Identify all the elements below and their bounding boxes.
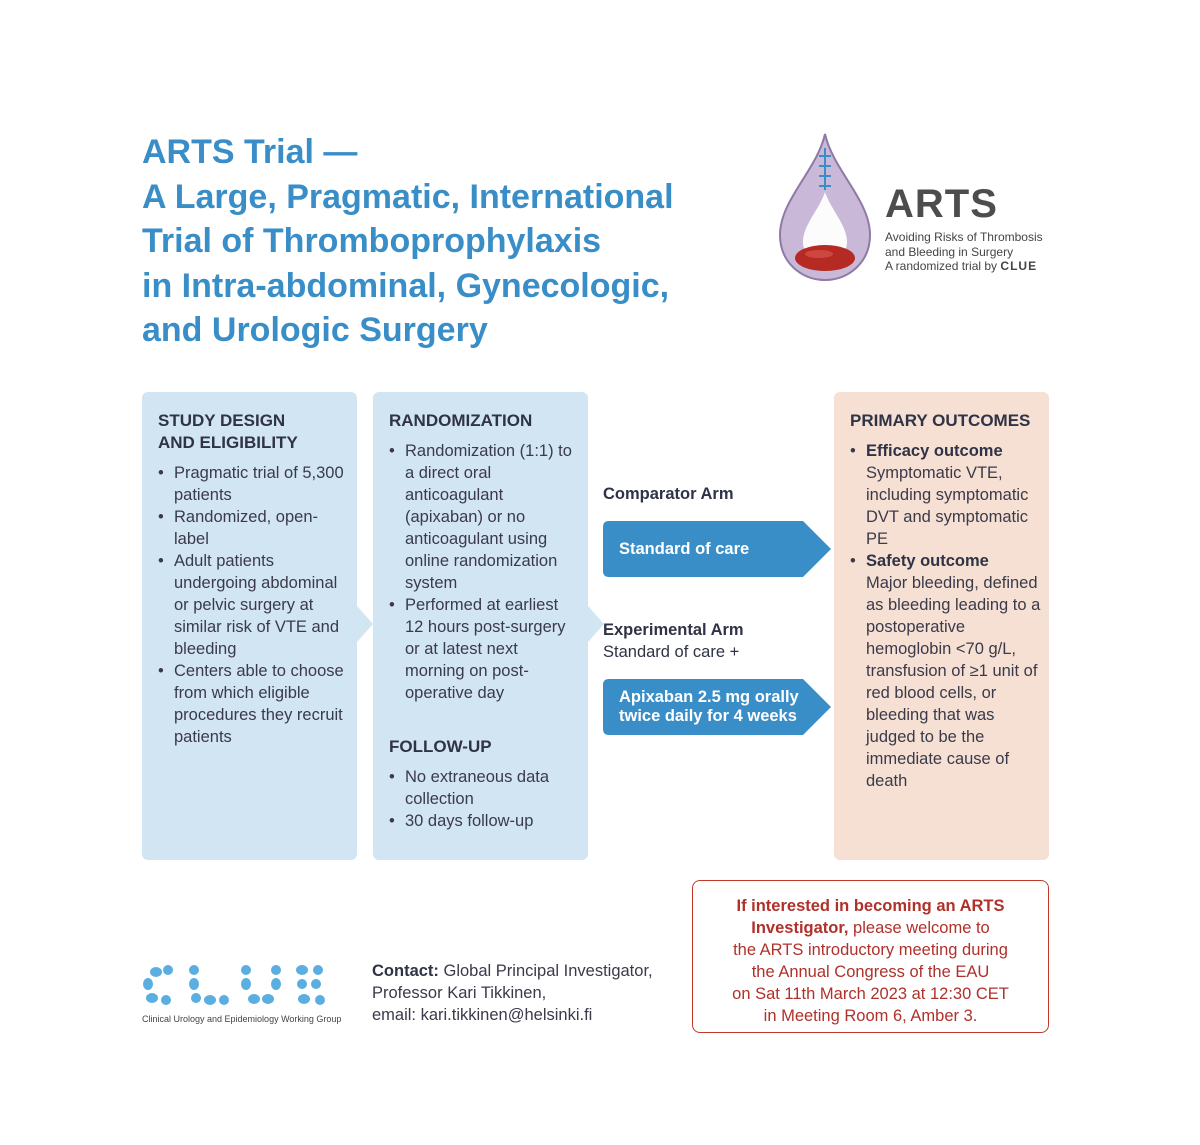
study-design-list	[158, 462, 349, 748]
list-item: • Randomization (1:1) to a direct oral anticoagulant (apixaban) or no anticoagulant using online randomization system	[389, 440, 580, 594]
logo-subtitle	[885, 230, 1043, 274]
outcomes-heading: PRIMARY OUTCOMES	[850, 411, 1031, 430]
invite-bold: Investigator,	[751, 919, 849, 937]
efficacy-title: Efficacy outcome	[866, 442, 1003, 460]
experimental-arm-sub: Standard of care +	[603, 643, 740, 661]
list-item: • Centers able to choose from which eligible procedures they recruit patients	[158, 660, 349, 748]
logo-brand: CLUE	[1000, 259, 1038, 273]
clue-logo	[142, 962, 342, 1028]
list-item	[850, 550, 1041, 792]
title-line: Trial of Thromboprophylaxis	[142, 222, 602, 260]
contact-line: Professor Kari Tikkinen,	[372, 984, 547, 1002]
efficacy-text: Symptomatic VTE, including symptomatic DVT and symptomatic PE	[866, 464, 1029, 548]
panel-notch	[588, 606, 604, 642]
outcomes-panel	[834, 392, 1049, 860]
list-item: • Adult patients undergoing abdominal or pelvic surgery at similar risk of VTE and bleeding	[158, 550, 349, 660]
invite-box	[692, 880, 1049, 1033]
study-design-content	[158, 410, 349, 748]
contact-label: Contact:	[372, 962, 439, 980]
title-line: and Urologic Surgery	[142, 311, 488, 349]
contact-block	[372, 960, 682, 1026]
heading-line: STUDY DESIGN	[158, 411, 286, 430]
list-item: • Randomized, open-label	[158, 506, 349, 550]
safety-title: Safety outcome	[866, 552, 989, 570]
experimental-box-line: twice daily for 4 weeks	[619, 707, 797, 725]
study-design-panel	[142, 392, 357, 860]
invite-line: the Annual Congress of the EAU	[751, 963, 990, 981]
panel-notch	[357, 606, 373, 642]
page-title	[142, 130, 762, 353]
list-item: • 30 days follow-up	[389, 810, 580, 832]
heading-line: AND ELIGIBILITY	[158, 433, 298, 452]
experimental-box-text	[619, 679, 799, 735]
followup-list	[389, 766, 580, 832]
list-item: • Pragmatic trial of 5,300 patients	[158, 462, 349, 506]
invite-line: in Meeting Room 6, Amber 3.	[763, 1007, 978, 1025]
comparator-box-text: Standard of care	[619, 539, 750, 558]
comparator-arrow	[603, 521, 833, 577]
clue-caption: Clinical Urology and Epidemiology Working Group	[142, 1014, 342, 1024]
invite-text: please welcome to	[848, 919, 990, 937]
comparator-arm-label	[603, 483, 734, 505]
comparator-arm-title: Comparator Arm	[603, 485, 734, 503]
invite-line	[693, 895, 1048, 917]
invite-line	[693, 917, 1048, 939]
title-line: in Intra-abdominal, Gynecologic,	[142, 266, 670, 305]
list-item: • Performed at earliest 12 hours post-surgery or at latest next morning on post-operative day	[389, 594, 580, 704]
logo-sub-line: and Bleeding in Surgery	[885, 244, 1014, 259]
randomization-list	[389, 440, 580, 704]
clue-drops-icon	[142, 962, 342, 1012]
outcomes-content	[850, 410, 1041, 792]
contact-line	[372, 960, 682, 982]
experimental-box-line: Apixaban 2.5 mg orally	[619, 688, 799, 706]
title-line: A Large, Pragmatic, International	[142, 177, 674, 216]
study-design-heading	[158, 410, 349, 454]
blood-drop-icon	[775, 130, 875, 285]
randomization-heading: RANDOMIZATION	[389, 411, 533, 430]
randomization-panel	[373, 392, 588, 860]
randomization-content	[389, 410, 580, 704]
contact-role: Global Principal Investigator,	[438, 962, 653, 980]
followup-heading: FOLLOW-UP	[389, 737, 492, 756]
experimental-arm-label	[603, 619, 744, 663]
list-item: • No extraneous data collection	[389, 766, 580, 810]
experimental-arm-title: Experimental Arm	[603, 621, 744, 639]
invite-line: on Sat 11th March 2023 at 12:30 CET	[732, 985, 1009, 1003]
logo-sub-prefix: A randomized trial by	[885, 259, 998, 273]
logo-name: ARTS	[885, 182, 998, 226]
invite-line: the ARTS introductory meeting during	[733, 941, 1008, 959]
arts-logo	[775, 130, 1075, 285]
outcomes-list	[850, 440, 1041, 792]
title-line: ARTS Trial —	[142, 133, 358, 171]
followup-content	[389, 736, 580, 832]
logo-sub-line	[885, 259, 1043, 274]
logo-sub-line: Avoiding Risks of Thrombosis	[885, 230, 1043, 244]
experimental-arrow	[603, 679, 833, 735]
list-item	[850, 440, 1041, 550]
invite-bold: If interested in becoming an ARTS	[736, 897, 1005, 915]
contact-email[interactable]: email: kari.tikkinen@helsinki.fi	[372, 1006, 593, 1024]
safety-text: Major bleeding, defined as bleeding leading to a postoperative hemoglobin <70 g/L, transfusion of ≥1 unit of red blood cells, or bleeding that was judged to be the immediate cause of death	[866, 574, 1041, 790]
